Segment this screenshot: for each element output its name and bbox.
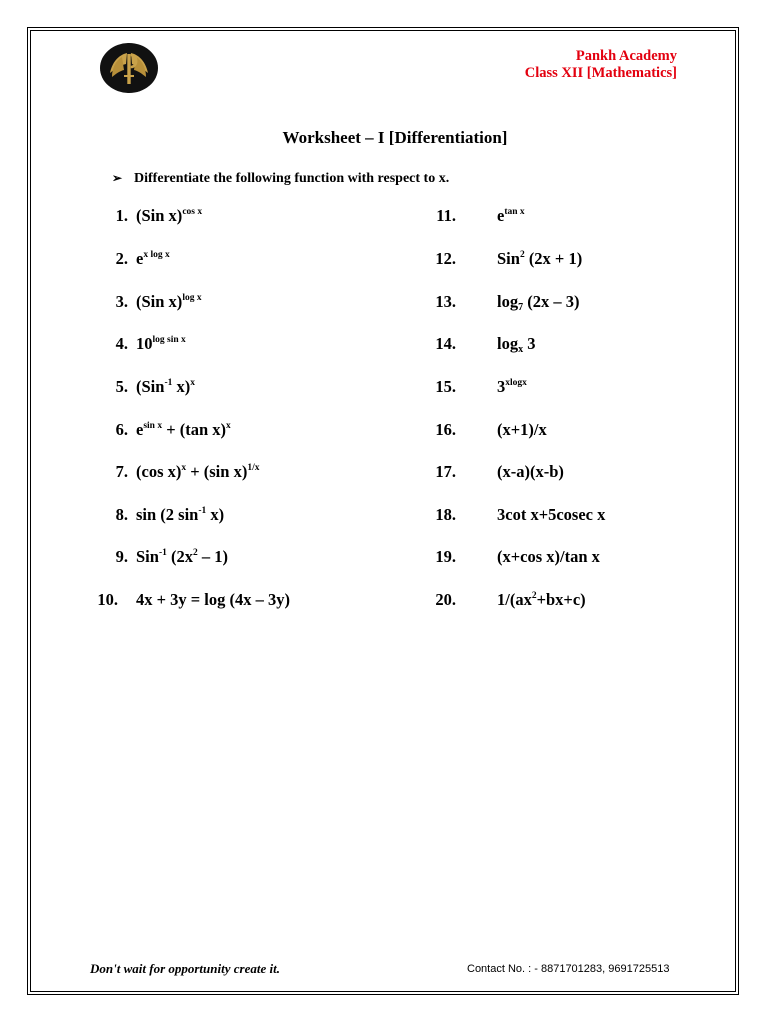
- instruction-text: Differentiate the following function with respect to x.: [134, 171, 450, 186]
- question-13: $\log_7 (2x - 3)$: [497, 292, 580, 313]
- question-number: 3.: [115, 292, 128, 311]
- question-10: 4x + 3y = log (4x – 3y): [136, 590, 291, 609]
- question-number: 10.: [97, 590, 118, 609]
- class-line: Class XII [Mathematics]: [524, 65, 677, 81]
- question-number: 12.: [435, 249, 456, 268]
- question-number: 9.: [115, 547, 128, 566]
- question-number: 19.: [435, 547, 456, 566]
- question-number: 14.: [435, 334, 456, 353]
- question-20: $1/(ax^2+bx+c)$: [497, 590, 586, 609]
- question-6: $e^{sin x} + (\tan$ x)$^x$: [136, 420, 231, 439]
- question-2: $e^{x log x}$: [136, 249, 170, 268]
- question-number: 6.: [115, 420, 128, 439]
- question-number: 7.: [115, 462, 128, 481]
- question-number: 2.: [115, 249, 128, 268]
- question-number: 8.: [115, 505, 128, 524]
- question-18: 3cot x+5cosec x: [497, 505, 606, 524]
- question-19: (x+cos x)/tan x: [497, 547, 600, 566]
- question-number: 5.: [115, 377, 128, 396]
- question-16: (x+1)/x: [497, 420, 547, 439]
- question-8: sin (2 $\sin^{-1} x$): [136, 505, 225, 524]
- question-9: Sin$^{-1}$ $(2x^2 - 1)$: [136, 547, 228, 566]
- question-1: (Sin x)$^{cos x}$: [136, 206, 203, 225]
- question-12: Sin$^2$ (2x + 1): [497, 249, 583, 268]
- question-4: $10^{log sin x}$: [136, 334, 186, 353]
- instruction: [112, 171, 449, 187]
- academy-header: [525, 48, 677, 82]
- question-7: (cos x)$^x$ + (sin x)$^{1/x}$: [136, 462, 260, 481]
- question-number: 15.: [435, 377, 456, 396]
- question-number: 11.: [436, 206, 456, 225]
- question-5: (Sin$^{-1}$ x)$^x$: [136, 377, 195, 396]
- question-3: (Sin x)$^{log x}$: [136, 292, 202, 311]
- academy-name: Pankh Academy: [575, 48, 677, 64]
- worksheet-title: Worksheet – I [Differentiation]: [282, 128, 508, 147]
- question-number: 16.: [435, 420, 456, 439]
- question-17: (x-a)(x-b): [497, 462, 564, 481]
- footer-contact: Contact No. : - 8871701283, 9691725513: [467, 963, 670, 975]
- question-15: $3^{xlogx}$: [497, 377, 527, 396]
- question-14: $\log_x 3$: [497, 334, 536, 355]
- question-number: 4.: [115, 334, 128, 353]
- question-11: $e^{tan x}$: [497, 206, 525, 225]
- question-number: 18.: [435, 505, 456, 524]
- question-number: 20.: [435, 590, 456, 609]
- question-number: 13.: [435, 292, 456, 311]
- question-number: 1.: [115, 206, 128, 225]
- footer-motto: Don't wait for opportunity create it.: [90, 961, 280, 976]
- question-number: 17.: [435, 462, 456, 481]
- winged-p-logo-icon: [100, 43, 158, 93]
- arrow-bullet-icon: ➢: [112, 171, 123, 185]
